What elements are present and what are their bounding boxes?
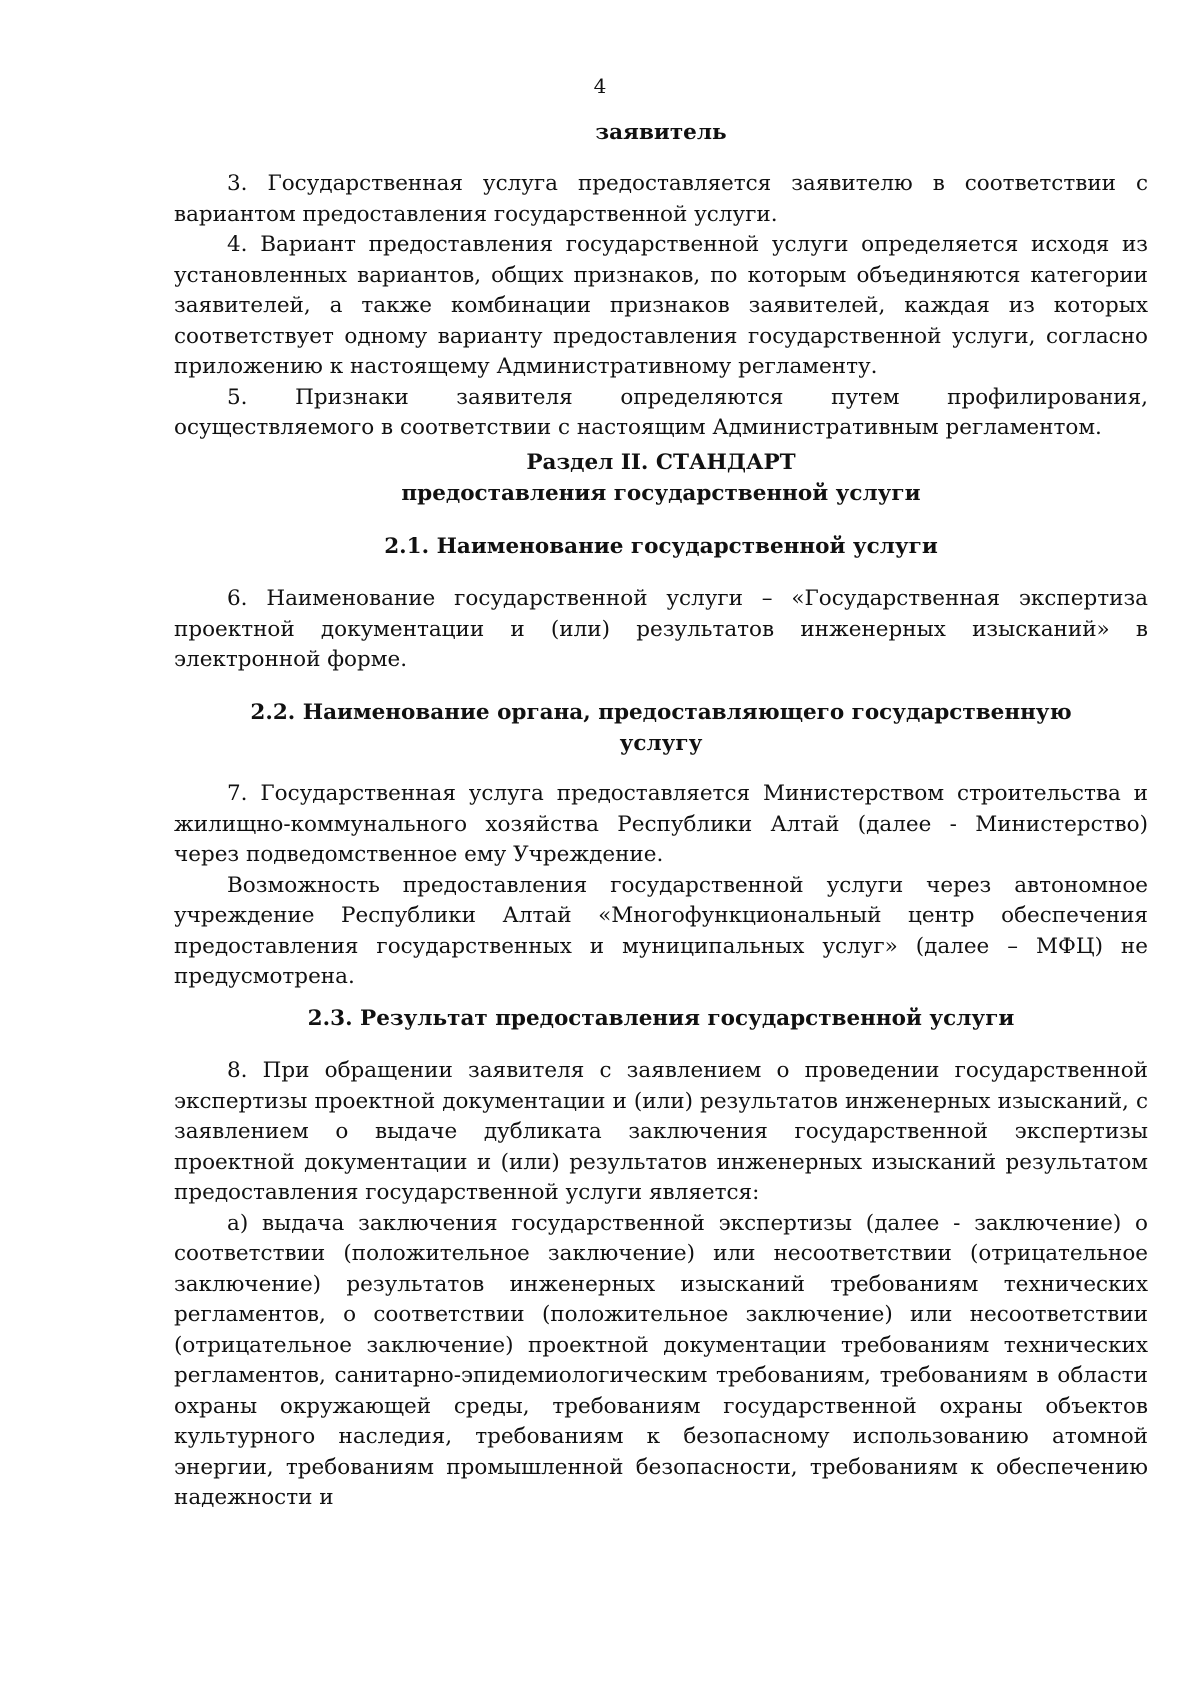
applicant-heading-block [174, 117, 1148, 148]
paragraph-6: 6. Наименование государственной услуги – «Государственная экспертиза проектной документации и (или) результатов инженерных изысканий» в электронной форме. [174, 586, 1148, 672]
subsection-2-3-heading-block [174, 1003, 1148, 1034]
paragraph-8-block [174, 1056, 1148, 1514]
page-number: 4 [593, 74, 607, 98]
subsection-2-2-heading-block [174, 697, 1148, 759]
subsection-2-3-heading: 2.3. Результат предоставления государственной услуги [307, 1006, 1015, 1031]
paragraph-4: 4. Вариант предоставления государственной услуги определяется исходя из установленных вариантов, общих признаков, по которым объединяются категории заявителей, а также комбинации признаков заявителей, каждая из которых соответствует одному варианту предоставления государственной услуги, согласно приложению к настоящему Административному регламенту. [174, 232, 1148, 379]
paragraph-8: 8. При обращении заявителя с заявлением о проведении государственной экспертизы проектной документации и (или) результатов инженерных изысканий, с заявлением о выдаче дубликата заключения государственной экспертизы проектной документации и (или) результатов инженерных изысканий результатом предоставления государственной услуги является: [174, 1058, 1148, 1205]
section-2-title [174, 447, 1148, 509]
paragraph-5: 5. Признаки заявителя определяются путем профилирования, осуществляемого в соответствии с настоящим Административным регламентом. [174, 384, 1148, 440]
subsection-2-2-heading-line1: 2.2. Наименование органа, предоставляющего государственную [250, 700, 1072, 725]
subsection-2-2-heading-line2: услугу [619, 731, 703, 756]
section-2-title-line2: предоставления государственной услуги [401, 481, 921, 506]
paragraph-8a: а) выдача заключения государственной экспертизы (далее - заключение) о соответствии (положительное заключение) или несоответствии (отрицательное заключение) результатов инженерных изысканий требованиям технических регламентов, о соответствии (положительное заключение) или несоответствии (отрицательное заключение) проектной документации требованиям технических регламентов, санитарно-эпидемиологическим требованиям, требованиям в области охраны окружающей среды, требованиям государственной охраны объектов культурного наследия, требованиям к безопасному использованию атомной энергии, требованиям промышленной безопасности, требованиям к обеспечению надежности и [174, 1210, 1148, 1510]
section-2-title-line1: Раздел II. СТАНДАРТ [526, 450, 796, 475]
paragraph-7b: Возможность предоставления государственной услуги через автономное учреждение Республики Алтай «Многофункциональный центр обеспечения предоставления государственных и муниципальных услуг» (далее – МФЦ) не предусмотрена. [174, 872, 1148, 989]
subsection-2-1-heading: 2.1. Наименование государственной услуги [384, 534, 938, 559]
paragraph-7: 7. Государственная услуга предоставляется Министерством строительства и жилищно-коммунального хозяйства Республики Алтай (далее - Министерство) через подведомственное ему Учреждение. [174, 781, 1148, 867]
paragraph-7-block [174, 779, 1148, 993]
paragraphs-3-5 [174, 169, 1148, 444]
heading-applicant: заявитель [595, 120, 727, 145]
paragraph-6-block [174, 584, 1148, 676]
subsection-2-1-heading-block [174, 531, 1148, 562]
paragraph-3: 3. Государственная услуга предоставляется заявителю в соответствии с вариантом предоставления государственной услуги. [174, 171, 1148, 227]
